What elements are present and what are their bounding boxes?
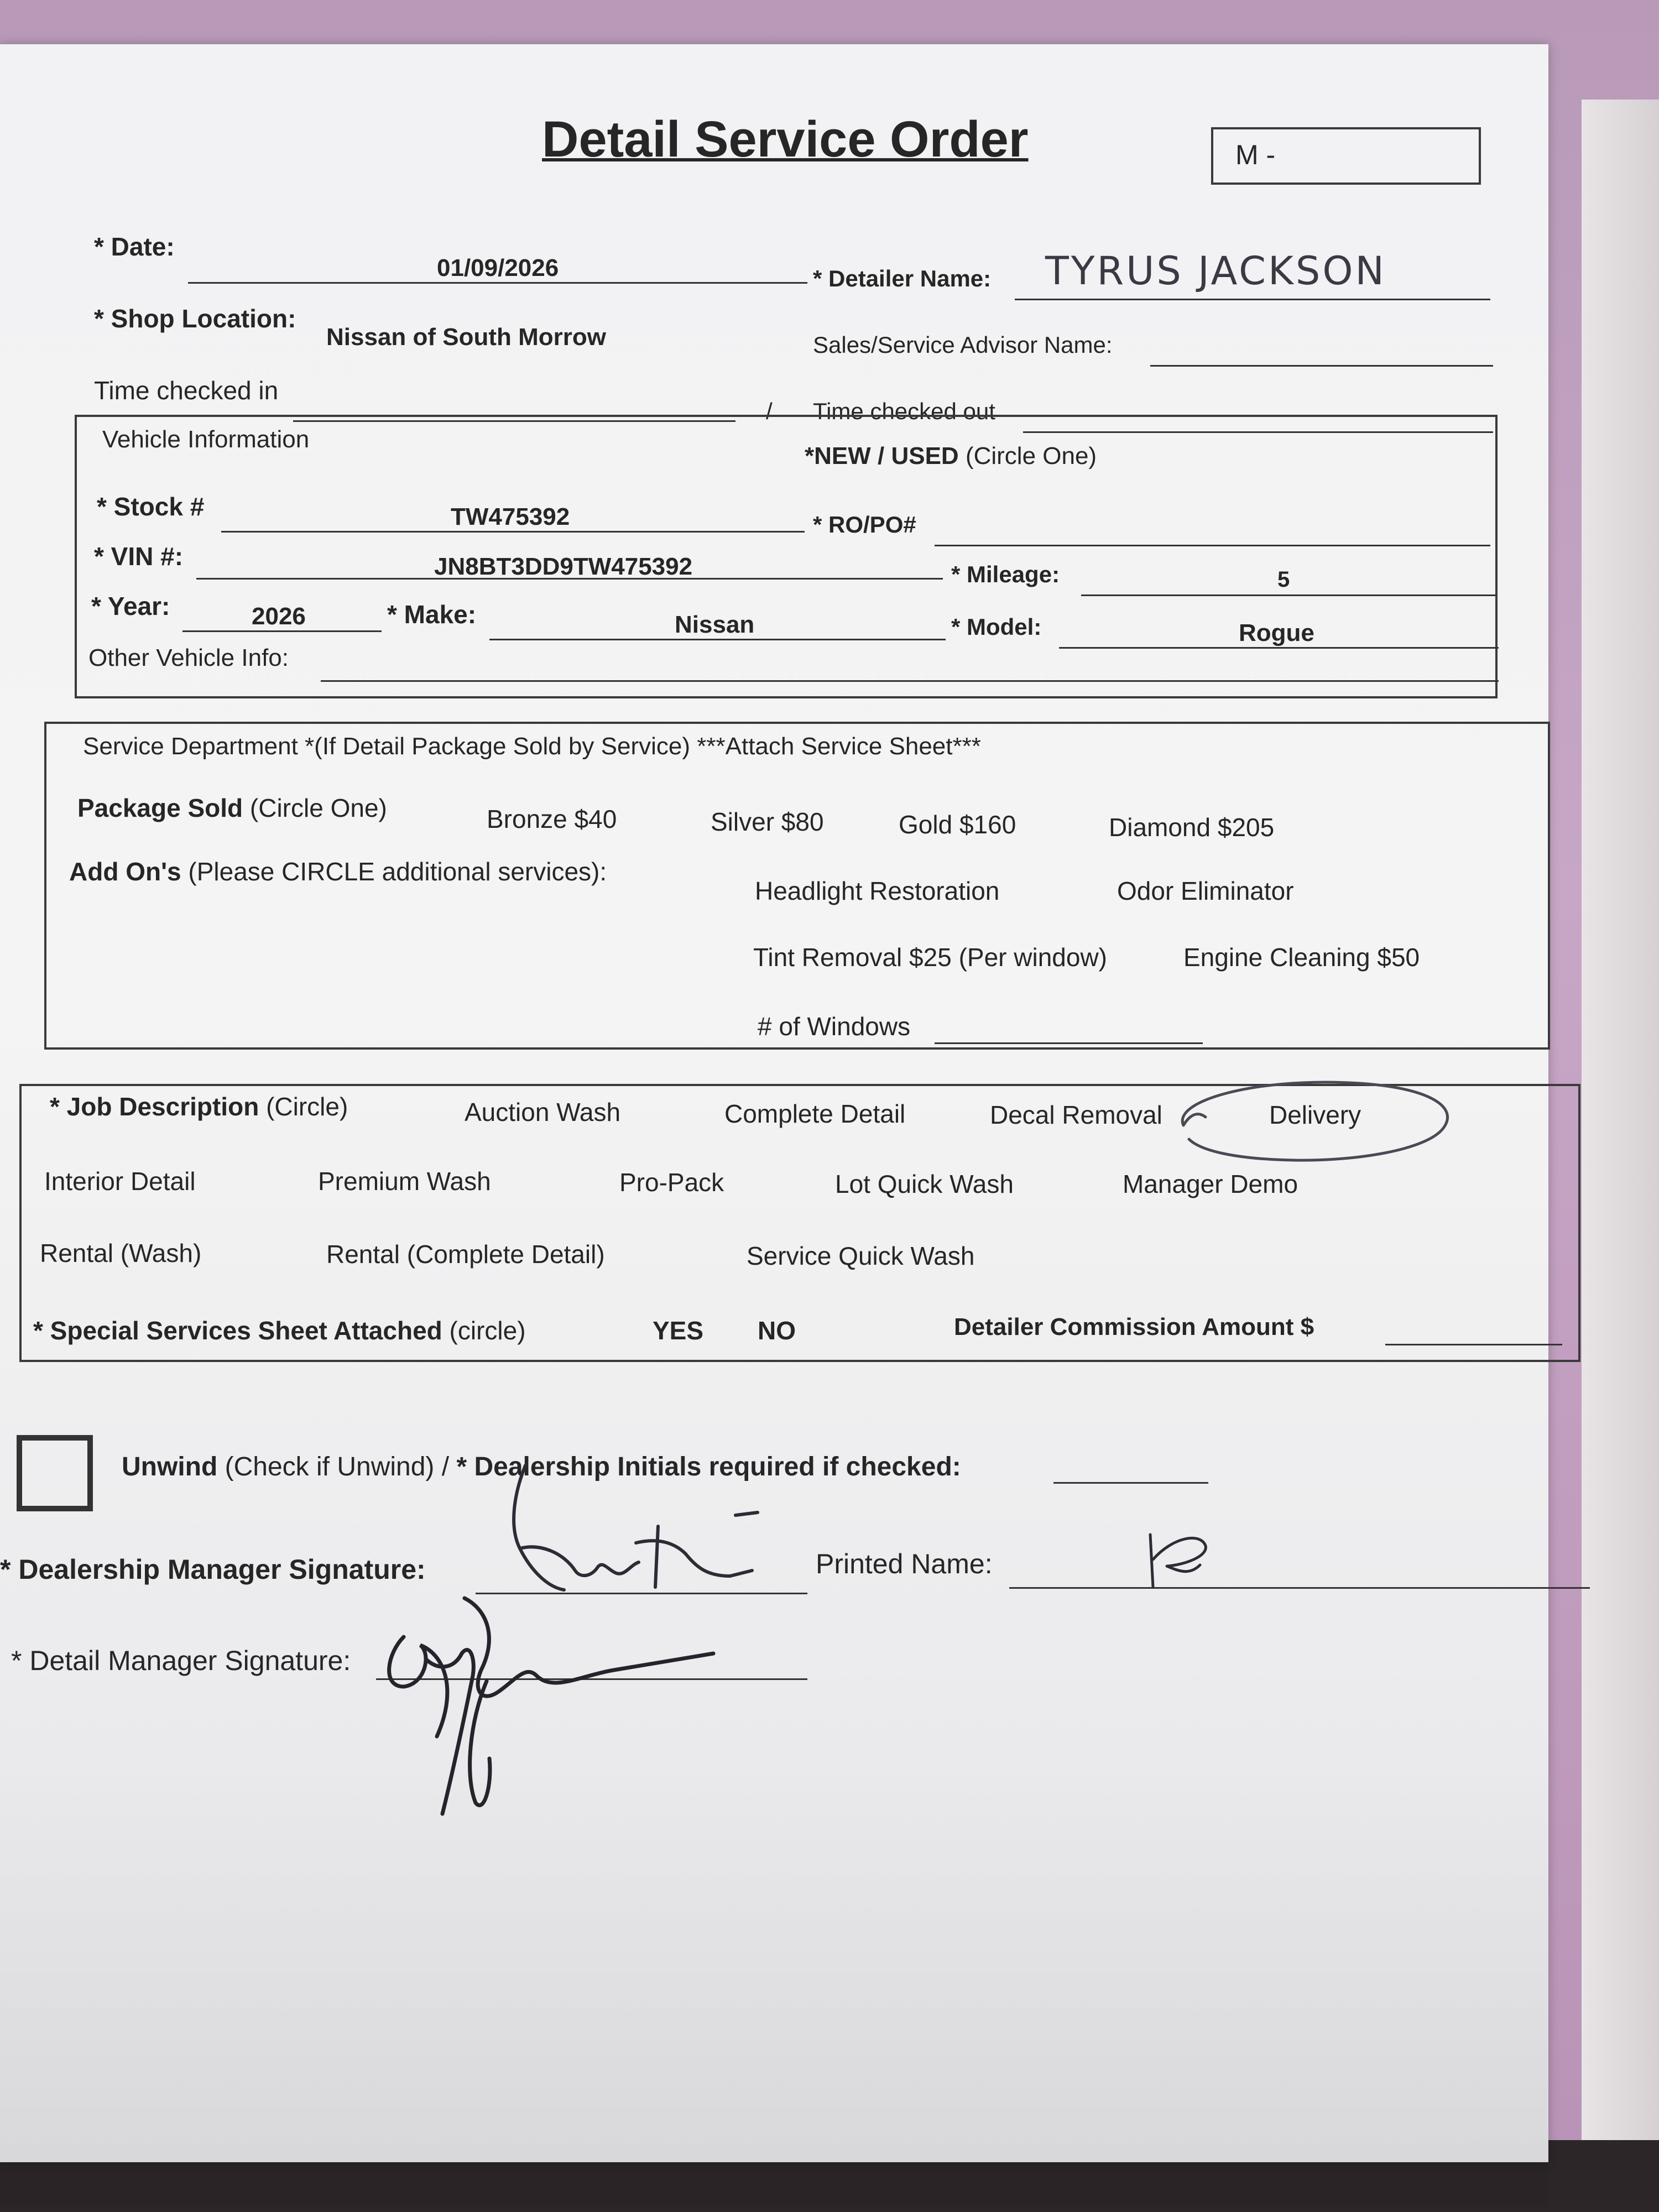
unwind-hint: (Check if Unwind) / — [225, 1452, 450, 1481]
vin-value[interactable]: JN8BT3DD9TW475392 — [434, 553, 693, 580]
shop-location-label: * Shop Location: — [94, 304, 296, 333]
detailer-name-line — [1015, 299, 1490, 300]
time-checked-out-label: Time checked out — [813, 398, 995, 424]
model-label: * Model: — [951, 614, 1042, 640]
special-services-hint: (circle) — [449, 1316, 526, 1345]
job-option-auction-wash[interactable]: Auction Wash — [465, 1098, 621, 1126]
package-sold-label: Package Sold — [77, 794, 243, 822]
background-sheet — [1582, 100, 1659, 2146]
commission-line[interactable] — [1385, 1344, 1562, 1345]
vehicle-information-label: Vehicle Information — [102, 426, 310, 453]
package-option-diamond[interactable]: Diamond $205 — [1109, 813, 1275, 842]
job-option-lot-quick-wash[interactable]: Lot Quick Wash — [835, 1170, 1014, 1198]
printed-name-label: Printed Name: — [816, 1548, 993, 1579]
job-option-rental-wash[interactable]: Rental (Wash) — [40, 1239, 202, 1267]
stock-value[interactable]: TW475392 — [451, 503, 570, 530]
service-department-header: Service Department *(If Detail Package Sold by Service) ***Attach Service Sheet*** — [83, 733, 981, 760]
special-services-yes[interactable]: YES — [653, 1316, 704, 1345]
unwind-checkbox[interactable] — [17, 1435, 93, 1511]
make-value[interactable]: Nissan — [675, 611, 755, 638]
year-label: * Year: — [91, 592, 170, 620]
dealership-manager-signature-mark — [498, 1460, 818, 1604]
addons-hint: (Please CIRCLE additional services): — [188, 857, 607, 886]
detail-manager-signature-mark — [371, 1593, 802, 1825]
addon-engine-cleaning[interactable]: Engine Cleaning $50 — [1183, 943, 1420, 972]
printed-name-line[interactable] — [1009, 1587, 1590, 1589]
stock-label: * Stock # — [97, 492, 205, 521]
new-used-hint: (Circle One) — [965, 442, 1097, 469]
time-separator: / — [766, 398, 773, 424]
date-label: * Date: — [94, 232, 175, 261]
package-sold-hint: (Circle One) — [249, 794, 387, 822]
dealership-initials-line[interactable] — [1053, 1482, 1208, 1484]
special-services-no[interactable]: NO — [758, 1316, 796, 1345]
package-sold-row — [77, 794, 387, 823]
job-option-service-quick-wash[interactable]: Service Quick Wash — [747, 1241, 975, 1270]
new-used-label: *NEW / USED — [805, 442, 959, 469]
advisor-name-label: Sales/Service Advisor Name: — [813, 332, 1113, 358]
printed-name-mark — [1139, 1526, 1222, 1593]
windows-count-label: # of Windows — [758, 1012, 911, 1041]
addon-headlight-restoration[interactable]: Headlight Restoration — [755, 877, 1000, 905]
form-title: Detail Service Order — [542, 111, 1029, 168]
special-services-label: * Special Services Sheet Attached — [33, 1316, 442, 1345]
job-option-complete-detail[interactable]: Complete Detail — [724, 1099, 906, 1128]
dealership-initials-label: * Dealership Initials required if checked: — [456, 1452, 961, 1481]
unwind-label: Unwind — [122, 1452, 218, 1481]
ro-po-label: * RO/PO# — [813, 512, 916, 538]
date-value[interactable]: 01/09/2026 — [437, 254, 559, 281]
job-option-delivery[interactable]: Delivery — [1269, 1100, 1361, 1129]
delivery-circle-mark — [1167, 1073, 1454, 1172]
special-services-row — [33, 1316, 526, 1345]
detailer-name-label: * Detailer Name: — [813, 265, 992, 291]
package-option-bronze[interactable]: Bronze $40 — [487, 805, 617, 833]
year-value[interactable]: 2026 — [252, 603, 306, 630]
mileage-line — [1081, 594, 1496, 596]
new-used-option[interactable] — [805, 442, 1097, 471]
dealership-manager-signature-label: * Dealership Manager Signature: — [0, 1554, 426, 1585]
detail-manager-signature-label: * Detail Manager Signature: — [11, 1645, 351, 1676]
other-vehicle-info-line[interactable] — [321, 680, 1499, 682]
job-option-decal-removal[interactable]: Decal Removal — [990, 1100, 1162, 1129]
job-description-row — [50, 1092, 348, 1121]
time-checked-in-label: Time checked in — [94, 376, 279, 405]
ro-po-line[interactable] — [935, 545, 1490, 546]
detailer-name-handwritten[interactable]: TYRUS JACKSON — [1045, 248, 1386, 294]
job-description-hint: (Circle) — [266, 1092, 348, 1121]
windows-count-line[interactable] — [935, 1042, 1203, 1044]
service-order-form — [0, 44, 1548, 2162]
job-option-manager-demo[interactable]: Manager Demo — [1123, 1170, 1298, 1198]
job-option-interior-detail[interactable]: Interior Detail — [44, 1167, 196, 1196]
shop-location-value[interactable]: Nissan of South Morrow — [326, 324, 606, 351]
order-prefix: M - — [1235, 139, 1276, 170]
mileage-label: * Mileage: — [951, 561, 1060, 587]
package-option-gold[interactable]: Gold $160 — [899, 810, 1016, 839]
mileage-value[interactable]: 5 — [1277, 567, 1290, 592]
other-vehicle-info-label: Other Vehicle Info: — [88, 644, 289, 671]
advisor-name-line[interactable] — [1150, 365, 1493, 367]
page-shadow — [0, 1759, 1548, 2206]
addons-label: Add On's — [69, 857, 181, 886]
job-option-pro-pack[interactable]: Pro-Pack — [619, 1168, 724, 1197]
model-value[interactable]: Rogue — [1239, 619, 1314, 646]
package-option-silver[interactable]: Silver $80 — [711, 807, 824, 836]
vin-label: * VIN #: — [94, 542, 184, 571]
job-option-premium-wash[interactable]: Premium Wash — [318, 1167, 491, 1196]
make-label: * Make: — [387, 600, 477, 629]
commission-label: Detailer Commission Amount $ — [954, 1313, 1314, 1340]
addon-tint-removal[interactable]: Tint Removal $25 (Per window) — [753, 943, 1107, 972]
job-description-label: * Job Description — [50, 1092, 259, 1121]
job-option-rental-complete-detail[interactable]: Rental (Complete Detail) — [326, 1240, 605, 1269]
addon-odor-eliminator[interactable]: Odor Eliminator — [1117, 877, 1294, 905]
order-number-box[interactable] — [1211, 127, 1481, 185]
addons-row — [69, 857, 607, 886]
